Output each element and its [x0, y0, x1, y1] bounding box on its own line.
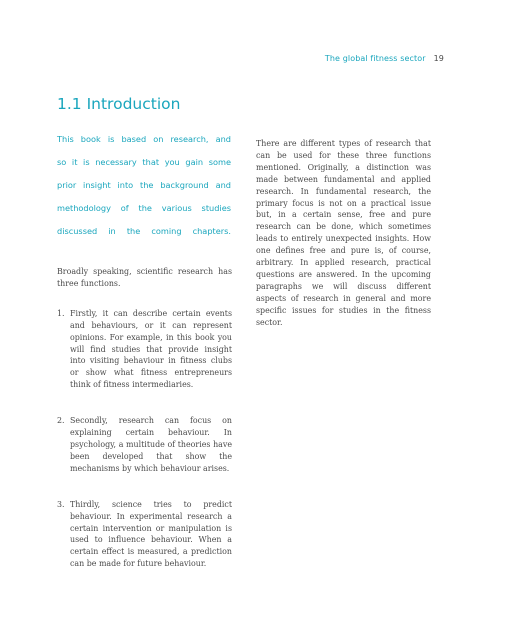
- intro-text: [57, 133, 231, 248]
- list-item-text: Thirdly, science tries to predict behaviour. In experimental research a certain intervention or manipulation is used to influence behaviour. When a certain effect is measured, a prediction can be made for future behaviour.: [70, 499, 232, 569]
- functions-paragraph: Broadly speaking, scientific research has three functions.: [57, 267, 232, 288]
- intro-line: so it is necessary that you gain some: [57, 157, 231, 167]
- list-item-text: Secondly, research can focus on explaining certain behaviour. In psychology, a multitude of theories have been developed that show the mechanisms by which behaviour arises.: [70, 416, 232, 473]
- list-number: 1.: [57, 308, 65, 318]
- list-number: 3.: [57, 499, 65, 509]
- page-number: 19: [433, 54, 444, 63]
- list-number: 2.: [57, 416, 65, 426]
- list-item: [57, 415, 232, 475]
- running-header: [325, 54, 444, 63]
- running-title: The global fitness sector: [324, 54, 426, 63]
- list-item: [57, 499, 232, 570]
- intro-line: prior insight into the background and: [57, 180, 231, 190]
- list-item-text: Firstly, it can describe certain events and behaviours, or it can represent opinions. For example, in this book you will find studies that provide insight into visiting behaviour in fitness clubs or show what fitness entrepreneurs think of fitness intermediaries.: [70, 308, 232, 390]
- intro-line: methodology of the various studies: [57, 203, 231, 213]
- intro-line: This book is based on research, and: [57, 134, 231, 144]
- research-types-paragraph: There are different types of research that can be used for these three functions mentioned. Originally, a distinction was made between fundamental and applied research. In fundamental research, the primary focus is not on a practical issue but, in a certain sense, free and pure research can be done, which sometimes leads to entirely unexpected insights. How one defines free and pure is, of course, arbitrary. In applied research, practical questions are answered. In the upcoming paragraphs we will discuss different aspects of research in general and more specific issues for studies in the fitness sector.: [256, 139, 431, 327]
- functions-list: [57, 308, 232, 570]
- left-column: [57, 266, 232, 570]
- intro-line: discussed in the coming chapters.: [57, 226, 231, 236]
- list-item: [57, 308, 232, 391]
- section-title: 1.1 Introduction: [57, 95, 181, 113]
